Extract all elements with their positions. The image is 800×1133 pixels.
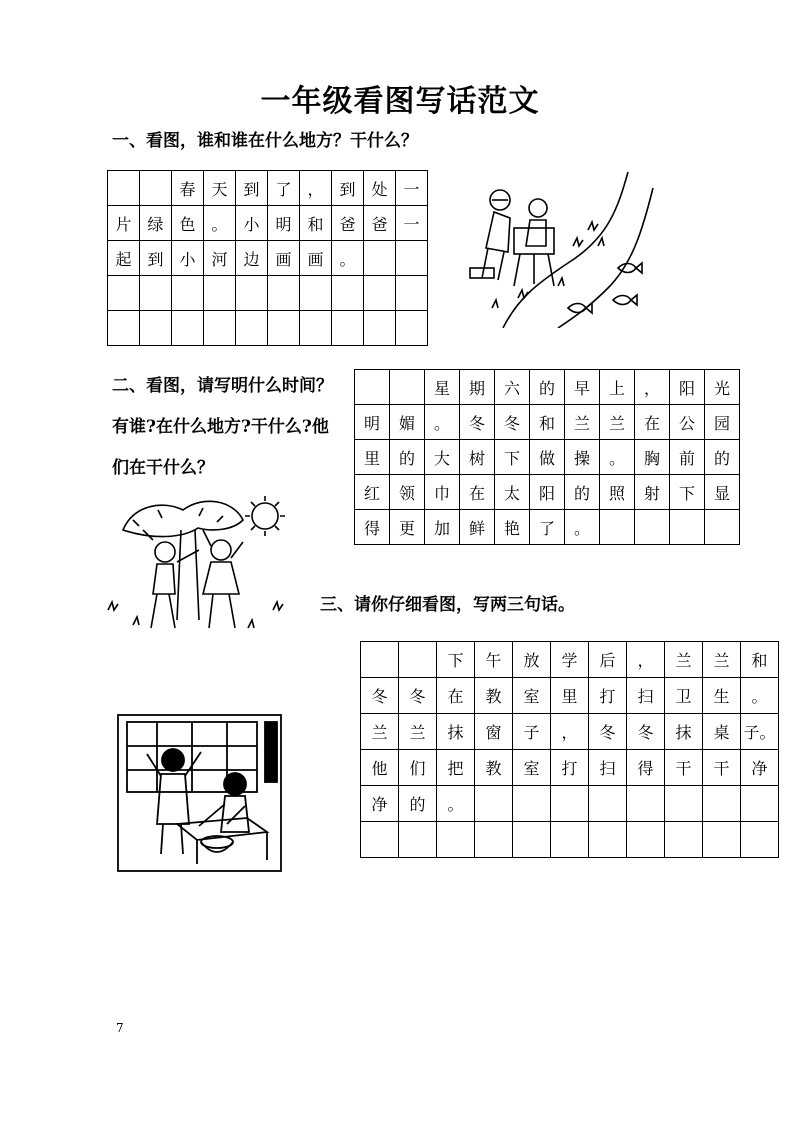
- grid-cell: 在: [437, 678, 475, 714]
- grid-cell: 冬: [495, 405, 530, 440]
- grid-cell: [627, 822, 665, 858]
- grid-cell: 了: [530, 510, 565, 545]
- grid-row: [361, 750, 779, 786]
- grid-cell: 他: [361, 750, 399, 786]
- grid-cell: 阳: [530, 475, 565, 510]
- grid-cell: [437, 822, 475, 858]
- grid-cell: [140, 276, 172, 311]
- grid-cell: 卫: [665, 678, 703, 714]
- grid-cell: 。: [332, 241, 364, 276]
- grid-cell: 鲜: [460, 510, 495, 545]
- grid-cell: 。: [204, 206, 236, 241]
- grid-cell: 下: [437, 642, 475, 678]
- grid-cell: 桌: [703, 714, 741, 750]
- grid-row: [361, 642, 779, 678]
- grid-cell: ，: [635, 370, 670, 405]
- grid-cell: 到: [140, 241, 172, 276]
- grid-cell: 更: [390, 510, 425, 545]
- grid-cell: [589, 786, 627, 822]
- grid-cell: [399, 642, 437, 678]
- grid-cell: 后: [589, 642, 627, 678]
- grid-cell: 冬: [399, 678, 437, 714]
- grid-cell: 处: [364, 171, 396, 206]
- grid-cell: 兰: [600, 405, 635, 440]
- grid-cell: 和: [530, 405, 565, 440]
- grid-row: [361, 822, 779, 858]
- writing-grid-1: [107, 170, 428, 346]
- grid-cell: [172, 276, 204, 311]
- grid-cell: 里: [355, 440, 390, 475]
- grid-cell: 窗: [475, 714, 513, 750]
- grid-cell: 得: [355, 510, 390, 545]
- grid-cell: 。: [565, 510, 600, 545]
- grid-cell: [399, 822, 437, 858]
- grid-cell: [204, 276, 236, 311]
- grid-cell: [268, 311, 300, 346]
- grid-cell: 净: [361, 786, 399, 822]
- grid-cell: [172, 311, 204, 346]
- grid-cell: 明: [355, 405, 390, 440]
- grid-cell: 兰: [703, 642, 741, 678]
- grid-cell: 兰: [361, 714, 399, 750]
- grid-cell: [204, 311, 236, 346]
- grid-cell: 巾: [425, 475, 460, 510]
- grid-cell: 的: [390, 440, 425, 475]
- grid-row: [108, 171, 428, 206]
- grid-cell: 六: [495, 370, 530, 405]
- grid-cell: 干: [665, 750, 703, 786]
- grid-row: [355, 405, 740, 440]
- grid-cell: 媚: [390, 405, 425, 440]
- grid-cell: 光: [705, 370, 740, 405]
- grid-cell: 绿: [140, 206, 172, 241]
- illustration-father-son-painting-by-river: [458, 168, 658, 328]
- grid-cell: 生: [703, 678, 741, 714]
- grid-cell: ，: [627, 642, 665, 678]
- grid-cell: 打: [589, 678, 627, 714]
- grid-cell: [741, 786, 779, 822]
- grid-cell: 午: [475, 642, 513, 678]
- grid-cell: 爸: [332, 206, 364, 241]
- grid-row: [108, 206, 428, 241]
- question-2: 二、看图，请写明什么时间？有谁?在什么地方?干什么?他们在干什么？: [112, 376, 333, 478]
- grid-cell: [551, 822, 589, 858]
- grid-cell: [236, 276, 268, 311]
- grid-cell: 早: [565, 370, 600, 405]
- grid-cell: 春: [172, 171, 204, 206]
- grid-row: [355, 370, 740, 405]
- grid-cell: [361, 642, 399, 678]
- grid-cell: 子: [513, 714, 551, 750]
- grid-cell: 冬: [460, 405, 495, 440]
- grid-cell: 得: [627, 750, 665, 786]
- grid-cell: 艳: [495, 510, 530, 545]
- grid-cell: 室: [513, 678, 551, 714]
- grid-cell: ，: [551, 714, 589, 750]
- grid-cell: 照: [600, 475, 635, 510]
- grid-cell: [396, 276, 428, 311]
- grid-cell: 抹: [437, 714, 475, 750]
- grid-row: [361, 786, 779, 822]
- grid-cell: 子。: [741, 714, 779, 750]
- grid-cell: [361, 822, 399, 858]
- grid-cell: 打: [551, 750, 589, 786]
- grid-cell: 射: [635, 475, 670, 510]
- grid-cell: [741, 822, 779, 858]
- grid-cell: 边: [236, 241, 268, 276]
- grid-cell: 把: [437, 750, 475, 786]
- grid-cell: 扫: [627, 678, 665, 714]
- grid-cell: 下: [495, 440, 530, 475]
- question-1: 一、看图，谁和谁在什么地方？干什么？: [112, 131, 418, 151]
- grid-cell: 加: [425, 510, 460, 545]
- grid-cell: 明: [268, 206, 300, 241]
- grid-cell: 教: [475, 750, 513, 786]
- grid-cell: 冬: [589, 714, 627, 750]
- grid-cell: [635, 510, 670, 545]
- grid-cell: 的: [399, 786, 437, 822]
- grid-cell: 净: [741, 750, 779, 786]
- grid-cell: 胸: [635, 440, 670, 475]
- grid-cell: 小: [236, 206, 268, 241]
- grid-cell: [665, 786, 703, 822]
- grid-cell: 到: [332, 171, 364, 206]
- writing-grid-2: [354, 369, 740, 545]
- grid-cell: [108, 276, 140, 311]
- grid-cell: 的: [530, 370, 565, 405]
- grid-cell: [396, 311, 428, 346]
- grid-cell: 干: [703, 750, 741, 786]
- grid-cell: 阳: [670, 370, 705, 405]
- grid-cell: [600, 510, 635, 545]
- grid-row: [361, 678, 779, 714]
- grid-cell: [475, 822, 513, 858]
- grid-row: [355, 510, 740, 545]
- grid-cell: 了: [268, 171, 300, 206]
- grid-cell: 爸: [364, 206, 396, 241]
- grid-cell: 的: [565, 475, 600, 510]
- grid-cell: 大: [425, 440, 460, 475]
- grid-row: [361, 714, 779, 750]
- grid-cell: 到: [236, 171, 268, 206]
- grid-cell: 显: [705, 475, 740, 510]
- grid-cell: 抹: [665, 714, 703, 750]
- grid-cell: 。: [437, 786, 475, 822]
- grid-cell: 公: [670, 405, 705, 440]
- grid-cell: 操: [565, 440, 600, 475]
- grid-cell: [705, 510, 740, 545]
- grid-cell: 的: [705, 440, 740, 475]
- grid-cell: [589, 822, 627, 858]
- grid-cell: 树: [460, 440, 495, 475]
- grid-cell: 们: [399, 750, 437, 786]
- grid-cell: 红: [355, 475, 390, 510]
- grid-cell: 画: [268, 241, 300, 276]
- grid-cell: 园: [705, 405, 740, 440]
- grid-cell: 冬: [627, 714, 665, 750]
- grid-cell: 片: [108, 206, 140, 241]
- grid-cell: 和: [300, 206, 332, 241]
- grid-cell: [551, 786, 589, 822]
- grid-cell: [703, 786, 741, 822]
- grid-cell: 小: [172, 241, 204, 276]
- grid-row: [108, 241, 428, 276]
- grid-cell: 一: [396, 171, 428, 206]
- grid-cell: [332, 276, 364, 311]
- grid-cell: 太: [495, 475, 530, 510]
- grid-cell: 期: [460, 370, 495, 405]
- grid-cell: 一: [396, 206, 428, 241]
- grid-cell: [703, 822, 741, 858]
- grid-cell: 放: [513, 642, 551, 678]
- grid-cell: [140, 171, 172, 206]
- grid-cell: 在: [460, 475, 495, 510]
- grid-cell: [268, 276, 300, 311]
- grid-cell: [300, 276, 332, 311]
- grid-cell: 天: [204, 171, 236, 206]
- grid-cell: 画: [300, 241, 332, 276]
- page-number: 7: [116, 1021, 124, 1035]
- illustration-children-exercising-under-tree: [103, 490, 293, 640]
- grid-cell: [332, 311, 364, 346]
- grid-cell: 教: [475, 678, 513, 714]
- writing-grid-3: [360, 641, 779, 858]
- grid-cell: [627, 786, 665, 822]
- grid-cell: [396, 241, 428, 276]
- grid-cell: 前: [670, 440, 705, 475]
- grid-cell: 。: [741, 678, 779, 714]
- grid-cell: 在: [635, 405, 670, 440]
- grid-row: [108, 311, 428, 346]
- grid-cell: ，: [300, 171, 332, 206]
- grid-cell: 。: [600, 440, 635, 475]
- grid-cell: 星: [425, 370, 460, 405]
- grid-cell: [513, 822, 551, 858]
- grid-cell: [355, 370, 390, 405]
- grid-cell: [364, 311, 396, 346]
- grid-cell: 。: [425, 405, 460, 440]
- grid-cell: 扫: [589, 750, 627, 786]
- grid-row: [108, 276, 428, 311]
- grid-cell: [236, 311, 268, 346]
- grid-cell: [300, 311, 332, 346]
- grid-cell: [364, 241, 396, 276]
- grid-cell: 里: [551, 678, 589, 714]
- grid-row: [355, 475, 740, 510]
- grid-row: [355, 440, 740, 475]
- grid-cell: 兰: [565, 405, 600, 440]
- grid-cell: 领: [390, 475, 425, 510]
- grid-cell: 上: [600, 370, 635, 405]
- grid-cell: [108, 171, 140, 206]
- grid-cell: 河: [204, 241, 236, 276]
- grid-cell: 学: [551, 642, 589, 678]
- grid-cell: 做: [530, 440, 565, 475]
- grid-cell: 兰: [665, 642, 703, 678]
- grid-cell: 室: [513, 750, 551, 786]
- grid-cell: [513, 786, 551, 822]
- question-3: 三、请你仔细看图，写两三句话。: [320, 595, 575, 615]
- grid-cell: 兰: [399, 714, 437, 750]
- grid-cell: [665, 822, 703, 858]
- illustration-children-cleaning-classroom: [117, 714, 282, 872]
- grid-cell: 冬: [361, 678, 399, 714]
- grid-cell: [475, 786, 513, 822]
- grid-cell: [140, 311, 172, 346]
- page-title: 一年级看图写话范文: [260, 84, 540, 119]
- grid-cell: 下: [670, 475, 705, 510]
- grid-cell: 色: [172, 206, 204, 241]
- grid-cell: [364, 276, 396, 311]
- grid-cell: 和: [741, 642, 779, 678]
- grid-cell: [390, 370, 425, 405]
- grid-cell: 起: [108, 241, 140, 276]
- grid-cell: [670, 510, 705, 545]
- grid-cell: [108, 311, 140, 346]
